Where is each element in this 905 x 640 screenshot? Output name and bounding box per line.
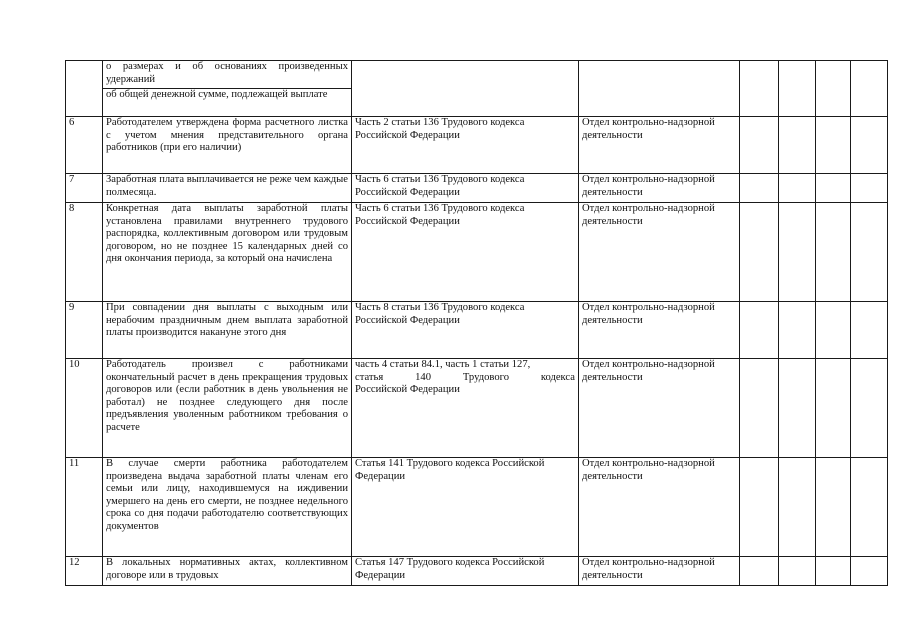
check-cell-2	[779, 458, 816, 557]
basis-cell	[352, 61, 579, 117]
basis-word: Трудового	[462, 371, 509, 383]
row-number: 12	[66, 557, 103, 586]
basis-cell: Часть 6 статьи 136 Трудового кодекса Российской Федерации	[352, 174, 579, 203]
check-cell-4	[851, 557, 888, 586]
table-row	[66, 302, 888, 359]
requirement-cell: Работодатель произвел с работниками окончательный расчет в день прекращения трудовых договоров или (если работник в день увольнения не работал) не позднее следующего дня после предъявления уволенным работником требования о расчете	[103, 359, 352, 458]
check-cell-3	[816, 557, 851, 586]
basis-cell: Статья 147 Трудового кодекса Российской Федерации	[352, 557, 579, 586]
basis-word: статья	[355, 371, 384, 383]
check-cell-1	[740, 302, 779, 359]
check-cell-3	[816, 174, 851, 203]
department-cell: Отдел контрольно-надзорной деятельности	[579, 203, 740, 302]
basis-word: кодекса	[540, 371, 575, 383]
row-number: 10	[66, 359, 103, 458]
row-number: 6	[66, 117, 103, 174]
requirement-cell: Заработная плата выплачивается не реже чем каждые полмесяца.	[103, 174, 352, 203]
basis-line: часть 4 статьи 84.1, часть 1 статьи 127,	[355, 359, 531, 370]
check-cell-3	[816, 203, 851, 302]
row-number: 7	[66, 174, 103, 203]
requirement-cell: Работодателем утверждена форма расчетного листка с учетом мнения представительного органа работников (при его наличии)	[103, 117, 352, 174]
department-cell: Отдел контрольно-надзорной деятельности	[579, 174, 740, 203]
requirement-cell: Конкретная дата выплаты заработной платы установлена правилами внутреннего трудового распорядка, коллективным договором или трудовым договором, но не позднее 15 календарных дней со дня окончания периода, за который она начислена	[103, 203, 352, 302]
department-cell: Отдел контрольно-надзорной деятельности	[579, 302, 740, 359]
check-cell-2	[779, 557, 816, 586]
basis-cell: Часть 8 статьи 136 Трудового кодекса Российской Федерации	[352, 302, 579, 359]
table-row	[66, 458, 888, 557]
check-cell-3	[816, 302, 851, 359]
check-cell-1	[740, 458, 779, 557]
row-number: 9	[66, 302, 103, 359]
department-cell: Отдел контрольно-надзорной деятельности	[579, 458, 740, 557]
check-cell-2	[779, 117, 816, 174]
department-cell	[579, 61, 740, 117]
department-cell: Отдел контрольно-надзорной деятельности	[579, 359, 740, 458]
basis-cell: Статья 141 Трудового кодекса Российской Федерации	[352, 458, 579, 557]
check-cell-1	[740, 557, 779, 586]
basis-line-justified	[355, 372, 575, 385]
basis-cell: Часть 2 статьи 136 Трудового кодекса Российской Федерации	[352, 117, 579, 174]
table-row	[66, 61, 888, 89]
check-cell-1	[740, 203, 779, 302]
department-cell: Отдел контрольно-надзорной деятельности	[579, 117, 740, 174]
requirement-cell: В локальных нормативных актах, коллективном договоре или в трудовых	[103, 557, 352, 586]
table-row	[66, 174, 888, 203]
check-cell-1	[740, 117, 779, 174]
table-row	[66, 203, 888, 302]
requirements-table	[65, 60, 888, 586]
requirement-cell: При совпадении дня выплаты с выходным или нерабочим праздничным днем выплата заработной платы производится накануне этого дня	[103, 302, 352, 359]
check-cell-4	[851, 117, 888, 174]
check-cell-4	[851, 458, 888, 557]
basis-line: Российской Федерации	[355, 384, 460, 396]
check-cell-1	[740, 61, 779, 117]
basis-cell: Часть 6 статьи 136 Трудового кодекса Российской Федерации	[352, 203, 579, 302]
requirement-cell: В случае смерти работника работодателем произведена выдача заработной платы членам его семьи или лицу, находившемуся на иждивении умершего на день его смерти, не позднее недельного срока со дня подачи работодателю соответствующих документов	[103, 458, 352, 557]
basis-cell	[352, 359, 579, 458]
table-row	[66, 359, 888, 458]
check-cell-2	[779, 359, 816, 458]
check-cell-4	[851, 359, 888, 458]
check-cell-2	[779, 203, 816, 302]
table-row	[66, 557, 888, 586]
requirement-cell: об общей денежной сумме, подлежащей выплате	[103, 89, 352, 117]
check-cell-4	[851, 61, 888, 117]
check-cell-3	[816, 61, 851, 117]
check-cell-4	[851, 302, 888, 359]
row-number	[66, 61, 103, 117]
check-cell-4	[851, 203, 888, 302]
check-cell-1	[740, 174, 779, 203]
check-cell-2	[779, 302, 816, 359]
check-cell-2	[779, 61, 816, 117]
row-number: 11	[66, 458, 103, 557]
department-cell: Отдел контрольно-надзорной деятельности	[579, 557, 740, 586]
row-number: 8	[66, 203, 103, 302]
requirement-cell: о размерах и об основаниях произведенных удержаний	[103, 61, 352, 89]
basis-word: 140	[415, 371, 431, 383]
check-cell-3	[816, 117, 851, 174]
check-cell-3	[816, 458, 851, 557]
check-cell-2	[779, 174, 816, 203]
check-cell-1	[740, 359, 779, 458]
table-row	[66, 117, 888, 174]
check-cell-4	[851, 174, 888, 203]
check-cell-3	[816, 359, 851, 458]
